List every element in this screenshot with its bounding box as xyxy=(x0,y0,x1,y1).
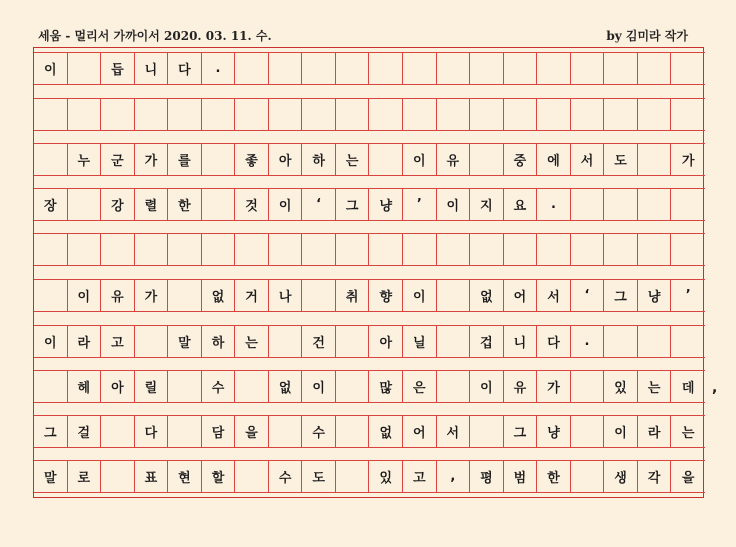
manuscript-cell: 없 xyxy=(202,279,236,312)
manuscript-cell xyxy=(671,233,705,266)
manuscript-cell xyxy=(34,143,68,176)
manuscript-cell: . xyxy=(571,325,605,358)
manuscript-cell xyxy=(604,98,638,131)
manuscript-cell: 서 xyxy=(537,279,571,312)
manuscript-cell xyxy=(168,279,202,312)
manuscript-cell: 한 xyxy=(537,460,571,493)
manuscript-cell xyxy=(202,188,236,221)
manuscript-cell: 수 xyxy=(302,415,336,448)
manuscript-cell xyxy=(369,143,403,176)
manuscript-cell xyxy=(437,370,471,403)
manuscript-cell xyxy=(638,188,672,221)
manuscript-cell xyxy=(571,415,605,448)
manuscript-cell xyxy=(571,98,605,131)
overflow-comma: , xyxy=(712,380,718,396)
manuscript-cell xyxy=(168,98,202,131)
manuscript-cell: 이 xyxy=(604,415,638,448)
manuscript-cell: 아 xyxy=(369,325,403,358)
manuscript-cell: 이 xyxy=(437,188,471,221)
manuscript-cell xyxy=(671,188,705,221)
manuscript-cell: 다 xyxy=(168,52,202,85)
manuscript-cell xyxy=(269,325,303,358)
manuscript-cell: ’ xyxy=(403,188,437,221)
manuscript-cell: 평 xyxy=(470,460,504,493)
manuscript-cell xyxy=(34,279,68,312)
manuscript-row xyxy=(34,415,705,448)
manuscript-cell xyxy=(68,188,102,221)
manuscript-cell xyxy=(202,143,236,176)
manuscript-cell: 범 xyxy=(504,460,538,493)
manuscript-cell xyxy=(168,233,202,266)
manuscript-cell: 유 xyxy=(437,143,471,176)
manuscript-cell: 데 xyxy=(671,370,705,403)
manuscript-cell xyxy=(235,52,269,85)
manuscript-cell: 이 xyxy=(403,143,437,176)
manuscript-cell: 없 xyxy=(369,415,403,448)
manuscript-cell xyxy=(34,98,68,131)
manuscript-cell: 그 xyxy=(604,279,638,312)
manuscript-cell xyxy=(504,52,538,85)
manuscript-cell xyxy=(571,460,605,493)
manuscript-cell: 도 xyxy=(302,460,336,493)
manuscript-cell xyxy=(135,98,169,131)
manuscript-cell: 렬 xyxy=(135,188,169,221)
manuscript-cell: 가 xyxy=(135,143,169,176)
manuscript-cell xyxy=(571,188,605,221)
manuscript-cell xyxy=(369,98,403,131)
manuscript-row xyxy=(34,143,705,176)
manuscript-cell: 은 xyxy=(403,370,437,403)
manuscript-cell xyxy=(604,52,638,85)
manuscript-cell: 요 xyxy=(504,188,538,221)
manuscript-cell: 가 xyxy=(537,370,571,403)
manuscript-cell xyxy=(604,233,638,266)
manuscript-cell: . xyxy=(202,52,236,85)
manuscript-cell: 없 xyxy=(269,370,303,403)
manuscript-cell xyxy=(671,98,705,131)
manuscript-cell: 그 xyxy=(504,415,538,448)
manuscript-cell: 가 xyxy=(671,143,705,176)
header-author: by 김미라 작가 xyxy=(606,29,688,43)
manuscript-cell: 는 xyxy=(336,143,370,176)
manuscript-cell: 걸 xyxy=(68,415,102,448)
manuscript-cell: 향 xyxy=(369,279,403,312)
manuscript-cell: 지 xyxy=(470,188,504,221)
manuscript-cell xyxy=(470,98,504,131)
manuscript-cell xyxy=(336,370,370,403)
manuscript-cell xyxy=(638,143,672,176)
manuscript-cell: 취 xyxy=(336,279,370,312)
manuscript-cell: 있 xyxy=(604,370,638,403)
manuscript-cell: 다 xyxy=(135,415,169,448)
manuscript-cell xyxy=(437,233,471,266)
manuscript-cell xyxy=(504,233,538,266)
manuscript-cell xyxy=(571,52,605,85)
manuscript-row xyxy=(34,325,705,358)
manuscript-cell xyxy=(101,415,135,448)
manuscript-cell: 에 xyxy=(537,143,571,176)
manuscript-cell xyxy=(302,279,336,312)
manuscript-row xyxy=(34,98,705,131)
manuscript-cell xyxy=(437,279,471,312)
manuscript-cell: 아 xyxy=(101,370,135,403)
manuscript-cell xyxy=(269,233,303,266)
manuscript-cell: 을 xyxy=(235,415,269,448)
manuscript-cell xyxy=(68,52,102,85)
manuscript-cell xyxy=(235,233,269,266)
manuscript-cell: 많 xyxy=(369,370,403,403)
manuscript-cell: 서 xyxy=(571,143,605,176)
manuscript-cell: 냥 xyxy=(537,415,571,448)
manuscript-cell xyxy=(68,98,102,131)
manuscript-cell xyxy=(369,52,403,85)
manuscript-cell xyxy=(34,370,68,403)
manuscript-row xyxy=(34,279,705,312)
manuscript-cell xyxy=(302,98,336,131)
manuscript-cell xyxy=(202,233,236,266)
manuscript-cell xyxy=(302,52,336,85)
manuscript-cell xyxy=(638,325,672,358)
manuscript-cell: 이 xyxy=(34,325,68,358)
manuscript-cell xyxy=(537,52,571,85)
manuscript-cell: 것 xyxy=(235,188,269,221)
manuscript-cell: 있 xyxy=(369,460,403,493)
manuscript-cell: 라 xyxy=(638,415,672,448)
header-title: 세움 - 멀리서 가까이서 2020. 03. 11. 수. xyxy=(38,29,272,43)
manuscript-cell xyxy=(638,52,672,85)
manuscript-cell: 현 xyxy=(168,460,202,493)
manuscript-cell: 이 xyxy=(269,188,303,221)
manuscript-cell: ‘ xyxy=(302,188,336,221)
manuscript-sheet xyxy=(33,47,704,498)
manuscript-cell: 헤 xyxy=(68,370,102,403)
manuscript-cell xyxy=(235,98,269,131)
manuscript-cell xyxy=(168,370,202,403)
manuscript-cell: 없 xyxy=(470,279,504,312)
manuscript-cell xyxy=(437,52,471,85)
manuscript-cell xyxy=(437,325,471,358)
manuscript-cell: 이 xyxy=(68,279,102,312)
manuscript-cell xyxy=(571,233,605,266)
manuscript-cell: 나 xyxy=(269,279,303,312)
manuscript-cell: 이 xyxy=(302,370,336,403)
manuscript-cell: 냥 xyxy=(369,188,403,221)
manuscript-cell: 중 xyxy=(504,143,538,176)
manuscript-cell xyxy=(537,233,571,266)
manuscript-cell xyxy=(168,415,202,448)
manuscript-cell xyxy=(68,233,102,266)
manuscript-cell xyxy=(302,233,336,266)
manuscript-cell: ‘ xyxy=(571,279,605,312)
manuscript-cell: 말 xyxy=(168,325,202,358)
manuscript-cell: 누 xyxy=(68,143,102,176)
manuscript-cell xyxy=(135,233,169,266)
manuscript-cell: 각 xyxy=(638,460,672,493)
manuscript-cell: 가 xyxy=(135,279,169,312)
manuscript-cell: 는 xyxy=(671,415,705,448)
manuscript-cell xyxy=(202,98,236,131)
manuscript-cell: 강 xyxy=(101,188,135,221)
manuscript-cell xyxy=(671,52,705,85)
manuscript-row xyxy=(34,460,705,493)
manuscript-cell xyxy=(537,98,571,131)
manuscript-cell: 거 xyxy=(235,279,269,312)
manuscript-cell xyxy=(604,325,638,358)
manuscript-cell: , xyxy=(437,460,471,493)
manuscript-cell: 수 xyxy=(202,370,236,403)
manuscript-cell xyxy=(336,460,370,493)
manuscript-cell: 장 xyxy=(34,188,68,221)
manuscript-cell: 건 xyxy=(302,325,336,358)
manuscript-cell xyxy=(369,233,403,266)
manuscript-cell xyxy=(336,325,370,358)
manuscript-cell: 말 xyxy=(34,460,68,493)
manuscript-cell: 다 xyxy=(537,325,571,358)
manuscript-cell xyxy=(34,233,68,266)
manuscript-cell xyxy=(269,415,303,448)
manuscript-cell: 좋 xyxy=(235,143,269,176)
manuscript-cell xyxy=(235,460,269,493)
manuscript-cell: 이 xyxy=(470,370,504,403)
manuscript-row xyxy=(34,233,705,266)
manuscript-cell xyxy=(235,370,269,403)
manuscript-cell xyxy=(135,325,169,358)
manuscript-cell: 할 xyxy=(202,460,236,493)
manuscript-cell xyxy=(336,233,370,266)
manuscript-cell: 하 xyxy=(302,143,336,176)
manuscript-row xyxy=(34,188,705,221)
manuscript-cell: 고 xyxy=(101,325,135,358)
manuscript-cell xyxy=(470,143,504,176)
manuscript-cell: 서 xyxy=(437,415,471,448)
manuscript-cell xyxy=(403,52,437,85)
manuscript-cell xyxy=(269,52,303,85)
manuscript-cell: 유 xyxy=(504,370,538,403)
manuscript-cell: 는 xyxy=(638,370,672,403)
manuscript-cell: 니 xyxy=(504,325,538,358)
manuscript-cell xyxy=(470,233,504,266)
manuscript-cell: 그 xyxy=(336,188,370,221)
manuscript-cell xyxy=(101,460,135,493)
manuscript-cell xyxy=(403,233,437,266)
manuscript-cell: 닐 xyxy=(403,325,437,358)
manuscript-cell xyxy=(437,98,471,131)
manuscript-cell: 이 xyxy=(403,279,437,312)
manuscript-cell: 수 xyxy=(269,460,303,493)
manuscript-cell xyxy=(671,325,705,358)
manuscript-cell: 를 xyxy=(168,143,202,176)
manuscript-cell: 니 xyxy=(135,52,169,85)
manuscript-cell xyxy=(571,370,605,403)
manuscript-row xyxy=(34,52,705,85)
manuscript-cell xyxy=(336,415,370,448)
manuscript-cell: 유 xyxy=(101,279,135,312)
manuscript-cell: 듭 xyxy=(101,52,135,85)
manuscript-cell xyxy=(638,233,672,266)
manuscript-cell xyxy=(336,52,370,85)
manuscript-cell: 한 xyxy=(168,188,202,221)
manuscript-cell: 릴 xyxy=(135,370,169,403)
manuscript-cell xyxy=(504,98,538,131)
manuscript-cell: ’ xyxy=(671,279,705,312)
manuscript-cell xyxy=(470,52,504,85)
manuscript-cell: . xyxy=(537,188,571,221)
manuscript-cell: 어 xyxy=(504,279,538,312)
manuscript-cell: 고 xyxy=(403,460,437,493)
manuscript-cell: 군 xyxy=(101,143,135,176)
manuscript-row xyxy=(34,370,705,403)
manuscript-cell xyxy=(403,98,437,131)
manuscript-cell: 어 xyxy=(403,415,437,448)
manuscript-cell xyxy=(101,233,135,266)
manuscript-cell xyxy=(638,98,672,131)
manuscript-cell xyxy=(604,188,638,221)
manuscript-cell: 담 xyxy=(202,415,236,448)
manuscript-cell: 이 xyxy=(34,52,68,85)
manuscript-cell: 생 xyxy=(604,460,638,493)
manuscript-cell: 는 xyxy=(235,325,269,358)
manuscript-cell: 라 xyxy=(68,325,102,358)
manuscript-cell: 아 xyxy=(269,143,303,176)
manuscript-cell: 냥 xyxy=(638,279,672,312)
manuscript-cell: 표 xyxy=(135,460,169,493)
manuscript-cell: 도 xyxy=(604,143,638,176)
manuscript-cell: 겁 xyxy=(470,325,504,358)
manuscript-cell xyxy=(470,415,504,448)
manuscript-cell: 그 xyxy=(34,415,68,448)
manuscript-cell: 을 xyxy=(671,460,705,493)
manuscript-cell xyxy=(101,98,135,131)
manuscript-cell: 하 xyxy=(202,325,236,358)
manuscript-cell xyxy=(336,98,370,131)
manuscript-cell xyxy=(269,98,303,131)
manuscript-cell: 로 xyxy=(68,460,102,493)
